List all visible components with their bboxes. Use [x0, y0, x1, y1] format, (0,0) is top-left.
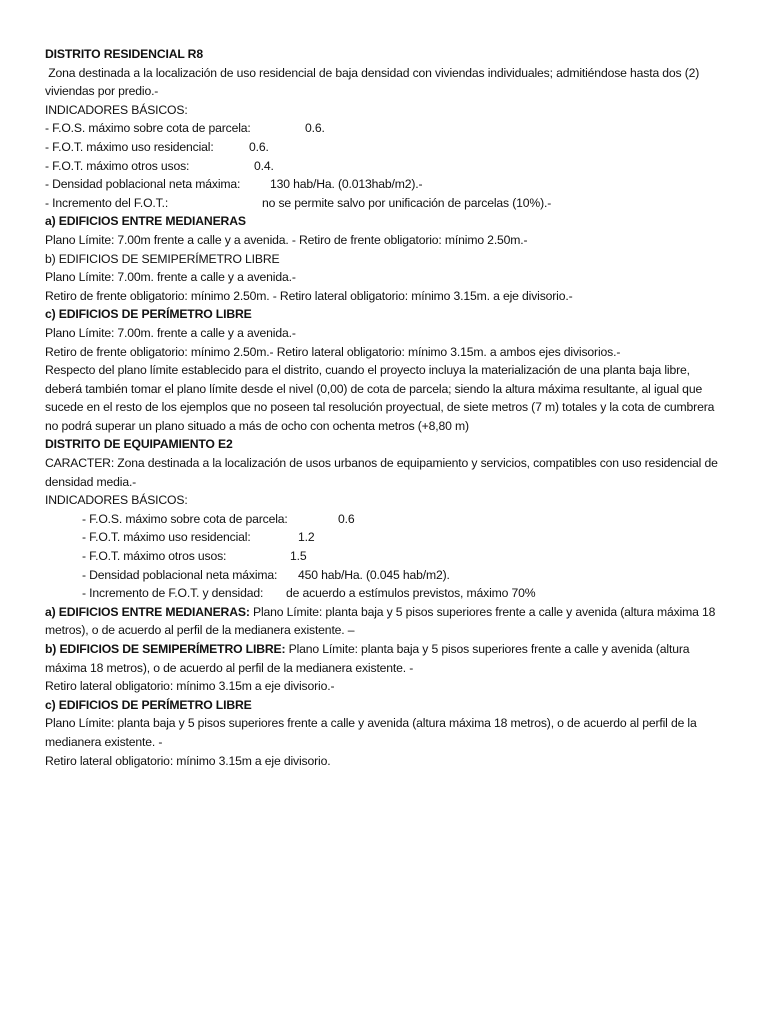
e2-indicator-value: 1.5	[290, 549, 307, 564]
e2-indicator-row	[45, 528, 725, 547]
r8-indicator-value: 0.4.	[254, 158, 274, 173]
r8-indicator-label: - F.O.T. máximo uso residencial:	[45, 139, 214, 154]
e2-indicator-value: 450 hab/Ha. (0.045 hab/m2).	[298, 567, 450, 582]
r8-indicator-row	[45, 194, 725, 213]
r8-section-b-text: Retiro de frente obligatorio: mínimo 2.50m. - Retiro lateral obligatorio: mínimo 3.15m. a eje divisorio.-	[45, 288, 573, 303]
r8-indicator-value: 0.6.	[305, 121, 325, 136]
r8-section-c-text: Retiro de frente obligatorio: mínimo 2.50m.- Retiro lateral obligatorio: mínimo 3.15m. a ambos ejes divisorios.-	[45, 344, 621, 359]
e2-indicator-label: - F.O.S. máximo sobre cota de parcela:	[82, 511, 288, 526]
r8-indicator-row	[45, 157, 725, 176]
e2-caracter: CARACTER: Zona destinada a la localización de usos urbanos de equipamiento y servicios, compatibles con uso residencial de densidad media.-	[45, 456, 721, 489]
e2-section-c-retiro: Retiro lateral obligatorio: mínimo 3.15m a eje divisorio.	[45, 753, 331, 768]
e2-section-b	[45, 640, 725, 677]
e2-indicator-row	[45, 566, 725, 585]
document-body	[45, 45, 725, 770]
e2-section-a	[45, 603, 725, 640]
e2-section-c-title: c) EDIFICIOS DE PERÍMETRO LIBRE	[45, 697, 252, 712]
r8-indicator-row	[45, 175, 725, 194]
e2-indicator-label: - Incremento de F.O.T. y densidad:	[82, 586, 264, 601]
e2-indicator-value: de acuerdo a estímulos previstos, máximo 70%	[286, 586, 536, 601]
e2-section-b-retiro: Retiro lateral obligatorio: mínimo 3.15m a eje divisorio.-	[45, 679, 335, 694]
r8-indicator-value: 130 hab/Ha. (0.013hab/m2).-	[270, 177, 423, 192]
e2-indicator-value: 1.2	[298, 530, 315, 545]
r8-indicator-label: - Densidad poblacional neta máxima:	[45, 177, 241, 192]
e2-indicator-label: - Densidad poblacional neta máxima:	[82, 567, 278, 582]
r8-section-c-paragraph: Respecto del plano límite establecido para el distrito, cuando el proyecto incluya la materialización de una planta baja libre, deberá también tomar el plano límite desde el nivel (0,00) de cota de parcela; siendo la altura máxima resultante, al igual que sucede en el resto de los ejemplos que no poseen tal resolución proyectual, de siete metros (7 m) totales y la cota de cumbrera no podrá superar un plano situado a más de ocho con ochenta metros (+8,80 m)	[45, 363, 718, 433]
r8-section-a-title: a) EDIFICIOS ENTRE MEDIANERAS	[45, 214, 246, 229]
r8-section-c-text: Plano Límite: 7.00m. frente a calle y a avenida.-	[45, 325, 296, 340]
r8-indicator-value: no se permite salvo por unificación de parcelas (10%).-	[262, 195, 552, 210]
e2-indicator-value: 0.6	[338, 511, 355, 526]
r8-indicator-value: 0.6.	[249, 139, 269, 154]
e2-indicator-label: - F.O.T. máximo otros usos:	[82, 549, 227, 564]
r8-indicator-label: - Incremento del F.O.T.:	[45, 195, 169, 210]
e2-indicator-row	[45, 547, 725, 566]
r8-section-b-title: b) EDIFICIOS DE SEMIPERÍMETRO LIBRE	[45, 251, 280, 266]
e2-section-b-title: b) EDIFICIOS DE SEMIPERÍMETRO LIBRE:	[45, 642, 286, 656]
r8-intro: Zona destinada a la localización de uso residencial de baja densidad con viviendas individuales; admitiéndose hasta dos (2) viviendas por predio.-	[45, 65, 703, 99]
e2-heading: DISTRITO DE EQUIPAMIENTO E2	[45, 437, 233, 452]
e2-section-a-title: a) EDIFICIOS ENTRE MEDIANERAS:	[45, 604, 250, 619]
r8-section-b-text: Plano Límite: 7.00m. frente a calle y a avenida.-	[45, 270, 296, 285]
e2-section-c-text: Plano Límite: planta baja y 5 pisos superiores frente a calle y avenida (altura máxima 18 metros), o de acuerdo al perfil de la medianera existente. -	[45, 716, 700, 749]
r8-indicator-row	[45, 119, 725, 138]
e2-indicator-row	[45, 584, 725, 603]
e2-indicator-row	[45, 510, 725, 529]
r8-heading: DISTRITO RESIDENCIAL R8	[45, 47, 203, 61]
e2-section-a-text: Plano Límite: planta baja y 5 pisos superiores frente a calle y avenida (altura máxima 18 metros), o de acuerdo al perfil de la medianera existente. –	[45, 604, 719, 638]
r8-indicator-label: - F.O.T. máximo otros usos:	[45, 158, 190, 173]
e2-indicators-title: INDICADORES BÁSICOS:	[45, 493, 188, 508]
r8-indicator-row	[45, 138, 725, 157]
r8-indicator-label: - F.O.S. máximo sobre cota de parcela:	[45, 121, 251, 136]
e2-section-b-text: Plano Límite: planta baja y 5 pisos superiores frente a calle y avenida (altura máxima 18 metros), o de acuerdo al perfil de la medianera existente. -	[45, 642, 693, 675]
r8-indicators-title: INDICADORES BÁSICOS:	[45, 102, 188, 117]
r8-section-c-title: c) EDIFICIOS DE PERÍMETRO LIBRE	[45, 307, 252, 322]
r8-section-a-text: Plano Límite: 7.00m frente a calle y a avenida. - Retiro de frente obligatorio: mínimo 2.50m.-	[45, 232, 528, 247]
e2-indicator-label: - F.O.T. máximo uso residencial:	[82, 530, 251, 545]
